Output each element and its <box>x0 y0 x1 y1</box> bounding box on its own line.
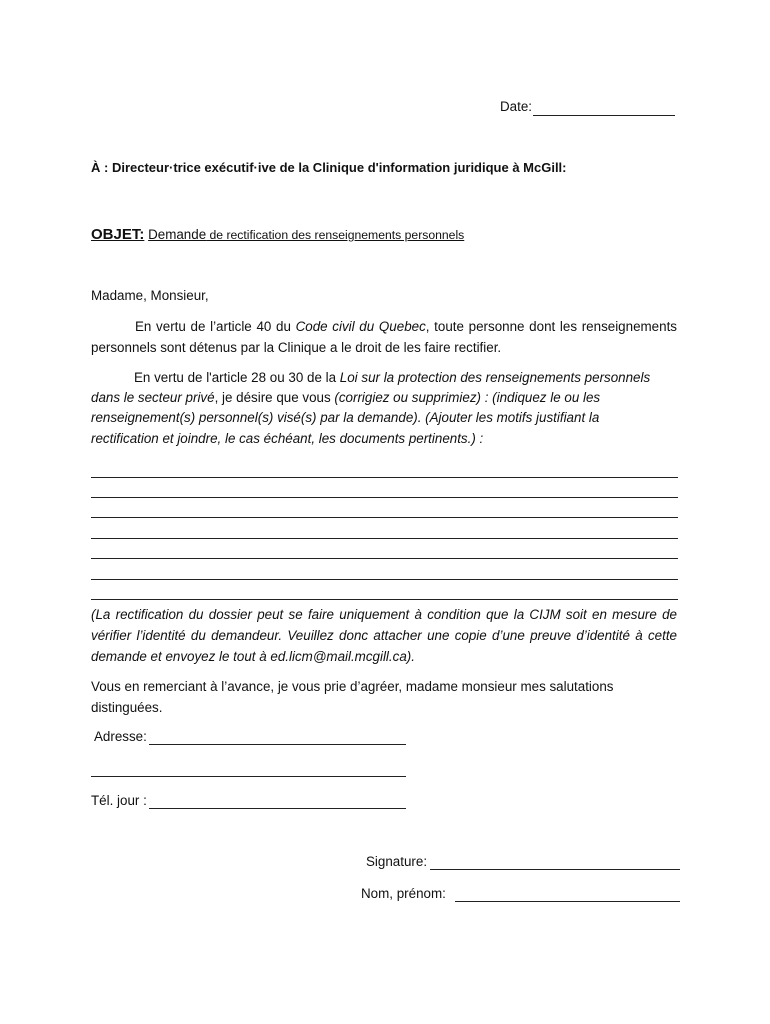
phone-field-line[interactable] <box>149 808 406 809</box>
subject-text: de rectification des renseignements personnels <box>206 228 465 242</box>
para1-text-c: , toute personne dont les renseignements personnels sont détenus par la Clinique a le droit de les faire rectifier. <box>91 319 677 355</box>
para1-text-a: En vertu de l’article 40 du <box>135 319 296 334</box>
name-label: Nom, prénom: <box>361 886 446 901</box>
para2-law-title: Loi sur la protection des renseignements personnels <box>339 370 651 385</box>
writing-line[interactable] <box>91 477 678 478</box>
recipient-line: À : Directeur·trice exécutif·ive de la Clinique d'information juridique à McGill: <box>91 160 567 175</box>
identity-note-text: (La rectification du dossier peut se faire uniquement à condition que la CIJM soit en mesure de vérifier l’identité du demandeur. Veuillez donc attacher une copie d’une preuve d’identité à cette demande et envoyez le tout à ed.licm@mail.mcgill.ca). <box>91 607 677 664</box>
salutation: Madame, Monsieur, <box>91 288 209 303</box>
address-label: Adresse: <box>94 729 147 744</box>
closing-text: Vous en remerciant à l’avance, je vous prie d’agréer, madame monsieur mes salutations distinguées. <box>91 679 614 715</box>
name-field-line[interactable] <box>455 901 680 902</box>
identity-note <box>91 604 677 667</box>
date-field-line[interactable] <box>533 115 675 116</box>
para2-l1-text: En vertu de l'article 28 ou 30 de la <box>134 370 340 385</box>
subject-label: OBJET: <box>91 226 145 243</box>
paragraph-article-40 <box>91 316 677 358</box>
para2-l2-italic: (corrigiez ou supprimiez) : (indiquez le ou les <box>334 390 601 405</box>
para2-line1 <box>134 370 650 385</box>
signature-field-line[interactable] <box>430 869 680 870</box>
subject-line <box>91 226 464 243</box>
para2-l2-law-end: dans le secteur privé <box>91 390 215 405</box>
address-field-line[interactable] <box>149 744 406 745</box>
date-label: Date: <box>500 99 533 114</box>
writing-line[interactable] <box>91 497 678 498</box>
para2-line4: rectification et joindre, le cas échéant, les documents pertinents.) : <box>91 431 484 446</box>
para2-line2 <box>91 390 600 405</box>
para2-l2-text: , je désire que vous <box>214 390 335 405</box>
para2-line3: renseignement(s) personnel(s) visé(s) par la demande). (Ajouter les motifs justifiant la <box>91 410 600 425</box>
writing-line[interactable] <box>91 599 678 600</box>
writing-line[interactable] <box>91 538 678 539</box>
writing-line[interactable] <box>91 579 678 580</box>
writing-line[interactable] <box>91 558 678 559</box>
phone-label: Tél. jour : <box>91 793 147 808</box>
signature-label: Signature: <box>366 854 428 869</box>
para1-code-civil: Code civil du Quebec <box>295 319 426 334</box>
address-field-line-2[interactable] <box>91 776 406 777</box>
writing-line[interactable] <box>91 517 678 518</box>
closing <box>91 676 677 718</box>
subject-word: Demande <box>148 227 207 242</box>
